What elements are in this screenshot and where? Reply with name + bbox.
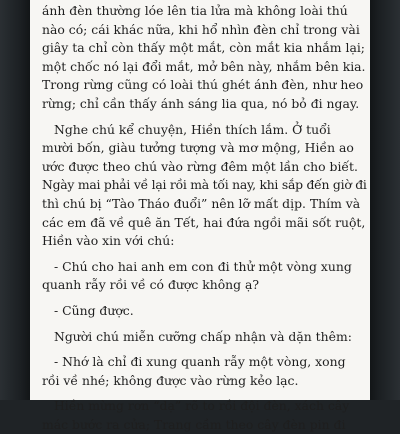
text-line: mác bước ra cửa; Trang cầm theo cây đèn pin đi [42, 416, 346, 432]
text-line: quanh rẫy rồi về có được không ạ? [42, 277, 260, 293]
text-body [30, 0, 370, 434]
text-line: Hiền mừng rơn “dạ” rõ to rồi đội đèn, xách cây [54, 398, 350, 414]
text-line: mười bốn, giàu tưởng tượng và mơ mộng, Hiền ao [42, 140, 354, 156]
text-line: - Chú cho hai anh em con đi thử một vòng xung [54, 258, 352, 274]
reader-page[interactable] [30, 0, 370, 432]
device-bezel-left [0, 0, 30, 400]
paragraph [42, 258, 362, 295]
text-line: rừng; chỉ cần thấy ánh sáng lia qua, nó bỏ đi ngay. [42, 95, 360, 111]
text-line: ánh đèn thường lóe lên tia lửa mà không loài thú [42, 3, 348, 18]
text-line: Ngày mai phải về lại rồi mà tối nay, khi sắp đến giờ đi [42, 177, 367, 193]
text-line: giây ta chỉ còn thấy một mắt, còn mắt kia nhắm lại; [42, 40, 365, 56]
paragraph [42, 2, 366, 114]
text-line: các em đã về quê ăn Tết, hai đứa ngồi mãi sốt ruột, [42, 214, 366, 230]
text-line: Trong rừng cũng có loài thú ghét ánh đèn, như heo [42, 77, 364, 93]
text-line: thì chú bị “Tào Tháo đuổi” nên lỡ mất dịp. Thím và [42, 195, 361, 211]
text-line: một chốc nó lại đổi mắt, mở bên này, nhắm bên kia. [42, 58, 366, 74]
text-line: ước được theo chú vào rừng đêm một lần cho biết. [42, 158, 358, 174]
text-line: rồi về nhé; không được vào rừng kẻo lạc. [42, 372, 299, 388]
text-line: Nghe chú kể chuyện, Hiền thích lắm. Ở tuổi [54, 121, 331, 137]
paragraph [42, 397, 362, 434]
text-line: - Nhớ là chỉ đi xung quanh rẫy một vòng, xong [54, 354, 346, 370]
paragraph [42, 353, 362, 390]
text-line: nào có; cái khác nữa, khi hổ nhìn đèn chỉ trong vài [42, 21, 360, 37]
text-line: Người chú miễn cưỡng chấp nhận và dặn thêm: [54, 328, 352, 344]
device-bezel-right [370, 0, 400, 400]
text-line: Hiền vào xin với chú: [42, 233, 175, 249]
paragraph [42, 121, 367, 251]
paragraph [42, 328, 362, 347]
text-line: - Cũng được. [54, 302, 134, 318]
paragraph [42, 302, 362, 321]
